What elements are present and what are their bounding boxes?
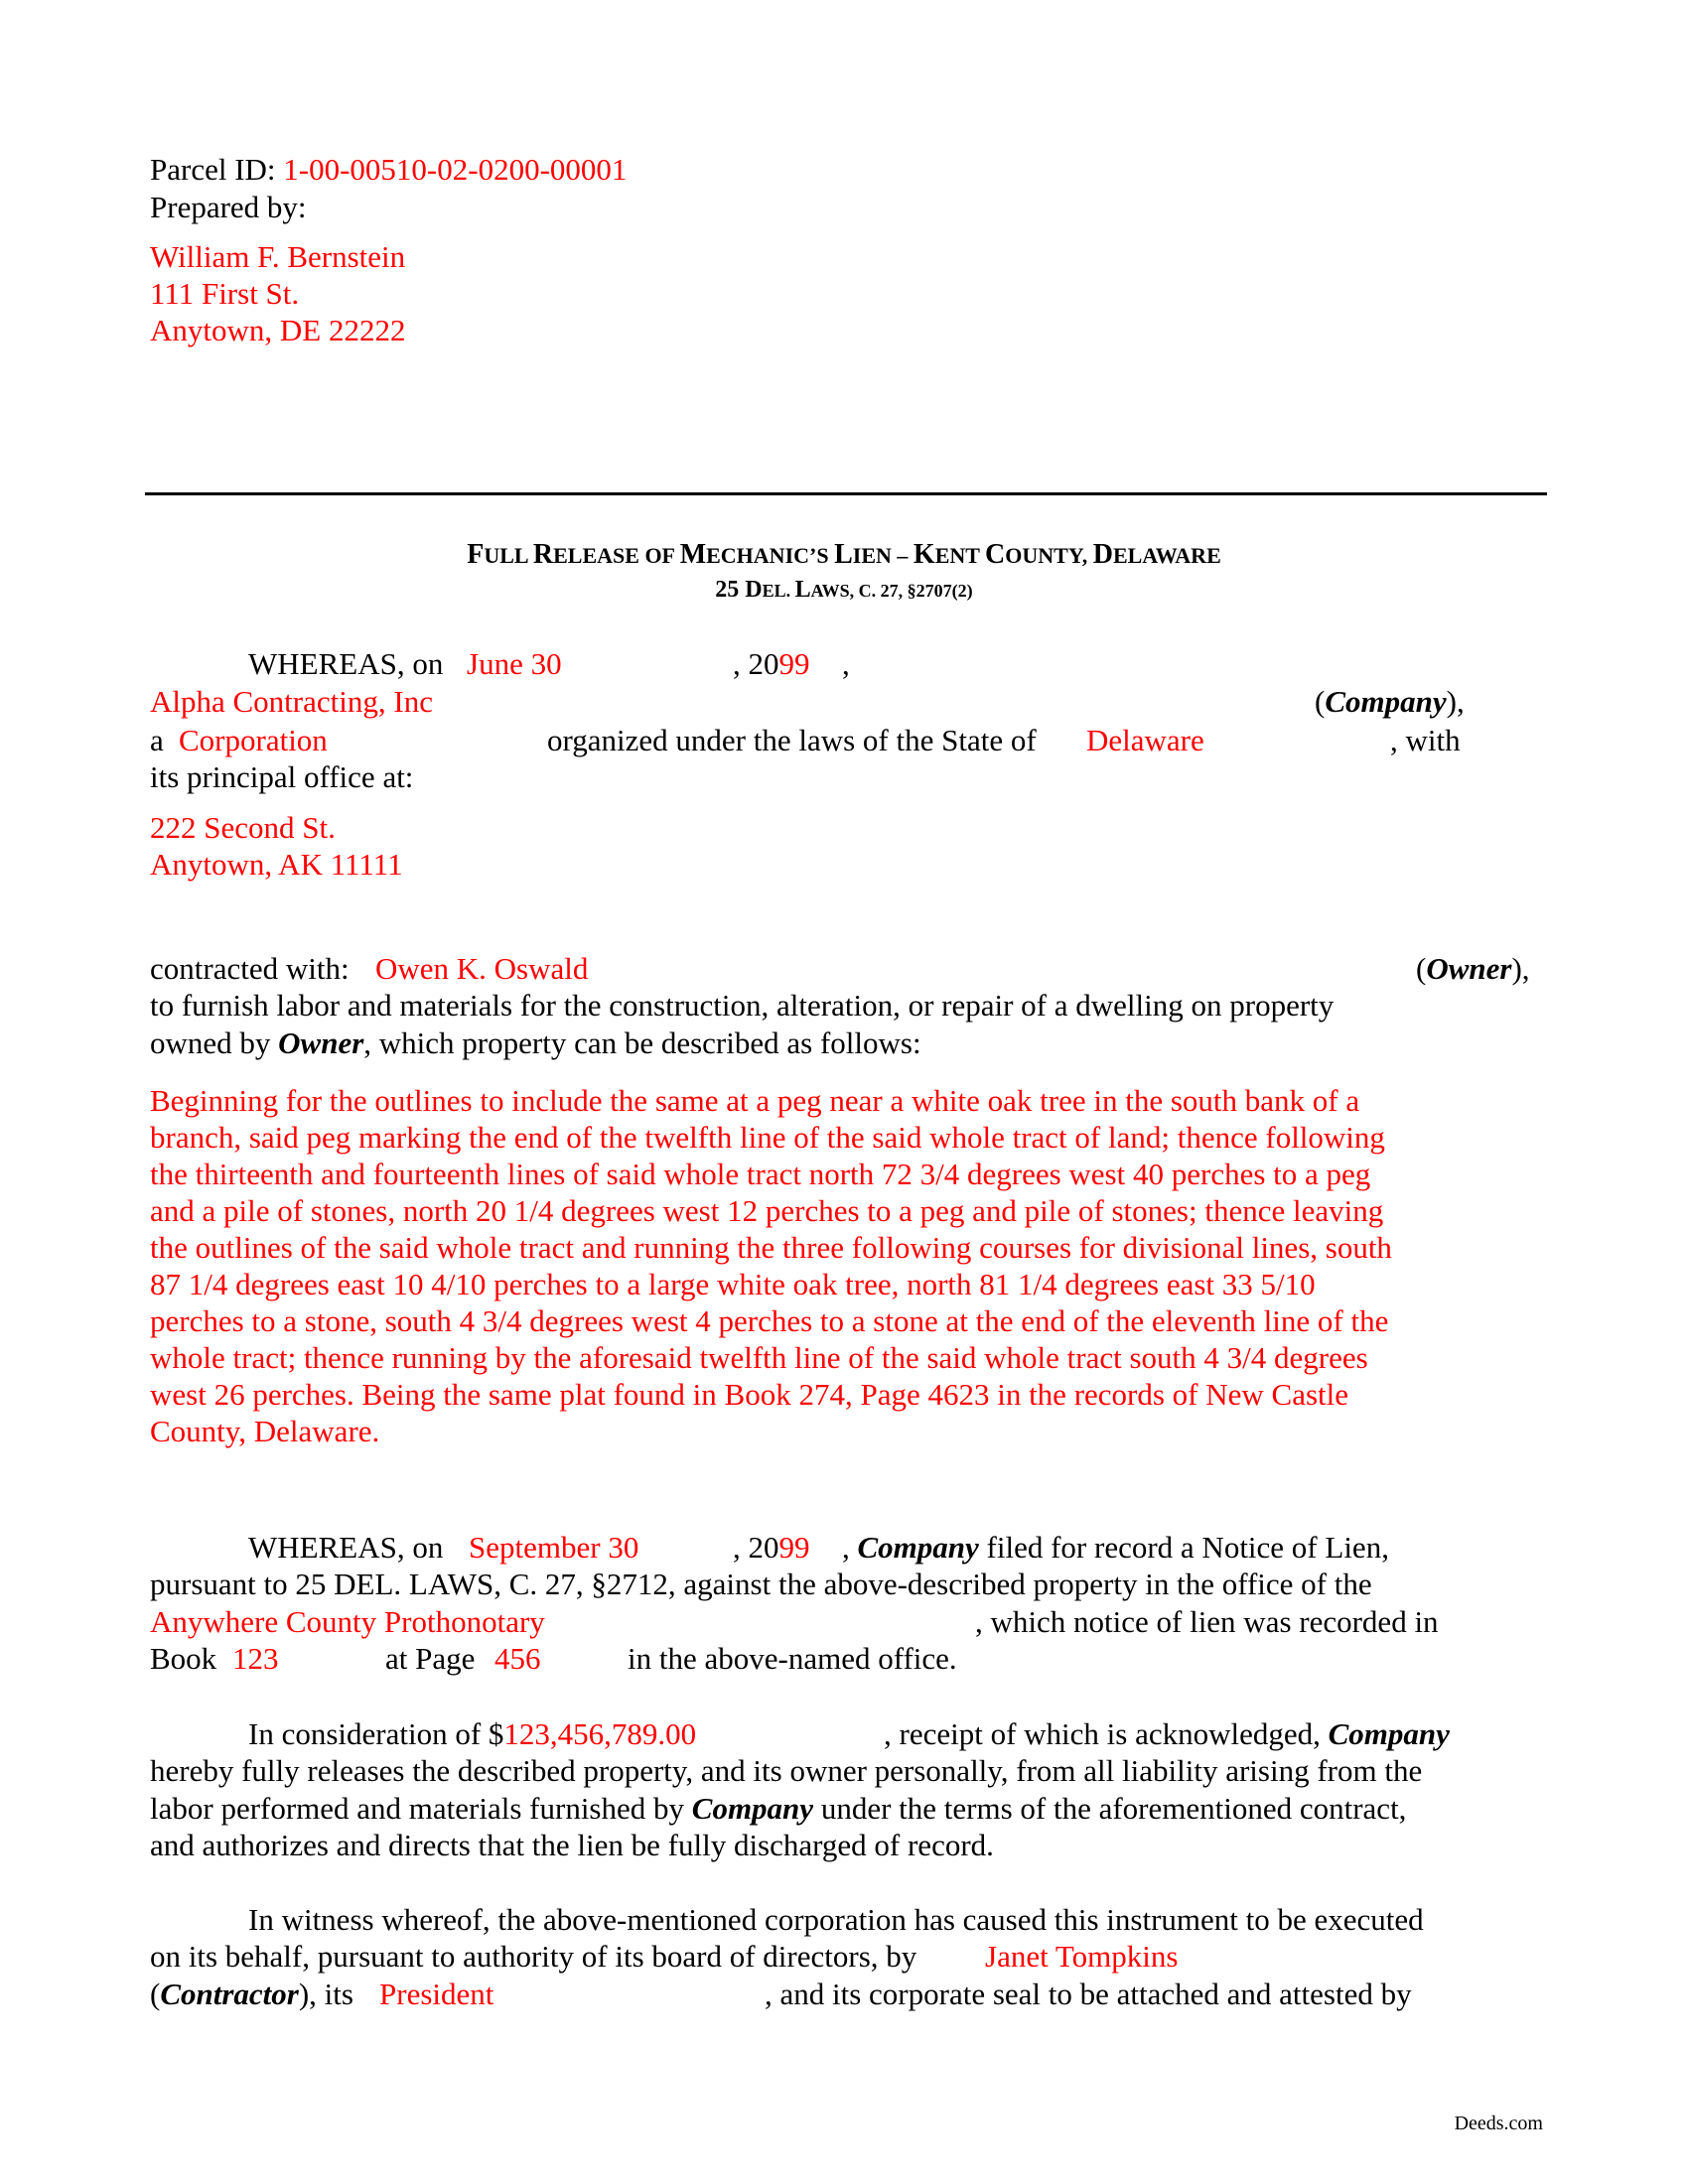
- contractor-role: (Contractor), its: [150, 1977, 353, 2011]
- legal-line: 87 1/4 degrees east 10 4/10 perches to a large white oak tree, north 81 1/4 degrees east 33 5/10: [150, 1267, 1316, 1301]
- witness-line1: In witness whereof, the above-mentioned corporation has caused this instrument to be executed: [248, 1902, 1424, 1937]
- office-street: 222 Second St.: [150, 810, 336, 845]
- header-divider: [145, 492, 1547, 495]
- page-label: at Page: [385, 1641, 476, 1676]
- legal-line: the thirteenth and fourteenth lines of said whole tract north 72 3/4 degrees west 40 perches to a peg: [150, 1157, 1371, 1191]
- legal-line: west 26 perches. Being the same plat found in Book 274, Page 4623 in the records of New Castle: [150, 1377, 1349, 1412]
- document-statute: 25 DEL. LAWS, C. 27, §2707(2): [715, 577, 973, 603]
- witness-line3: , and its corporate seal to be attached and attested by: [765, 1977, 1412, 2011]
- owner-name: Owen K. Oswald: [375, 951, 589, 986]
- recital2-line2: pursuant to 25 DEL. LAWS, C. 27, §2712, against the above-described property in the office of the: [150, 1567, 1372, 1601]
- entity-type: Corporation: [179, 723, 328, 757]
- book-number: 123: [232, 1641, 279, 1676]
- recital2-office-end: in the above-named office.: [628, 1641, 957, 1676]
- recital1-organized: organized under the laws of the State of: [547, 723, 1037, 757]
- preparer-street: 111 First St.: [150, 276, 300, 311]
- contract-line2: to furnish labor and materials for the construction, alteration, or repair of a dwelling on property: [150, 988, 1335, 1023]
- consideration-receipt: , receipt of which is acknowledged, Company: [884, 1716, 1450, 1751]
- prepared-by-label: Prepared by:: [150, 190, 307, 224]
- recital2-year: , 2099: [733, 1530, 810, 1565]
- consideration-line2: hereby fully releases the described property, and its owner personally, from all liability arising from the: [150, 1753, 1423, 1788]
- signer-name: Janet Tompkins: [985, 1939, 1179, 1974]
- footer-brand: Deeds.com: [1454, 2113, 1543, 2134]
- signer-title: President: [379, 1977, 494, 2011]
- book-label: Book: [150, 1641, 217, 1676]
- lien-date: September 30: [469, 1530, 639, 1565]
- recital1-with: , with: [1390, 723, 1461, 757]
- company-name: Alpha Contracting, Inc: [150, 684, 433, 719]
- contract-lead: contracted with:: [150, 951, 350, 986]
- legal-line: the outlines of the said whole tract and running the three following courses for divisional lines, south: [150, 1230, 1392, 1265]
- legal-line: branch, said peg marking the end of the twelfth line of the said whole tract of land; thence following: [150, 1120, 1385, 1155]
- legal-description: [150, 1082, 1560, 1449]
- parcel-id-value: 1-00-00510-02-0200-00001: [283, 152, 628, 187]
- recital1-a: a: [150, 723, 164, 757]
- preparer-city: Anytown, DE 22222: [150, 313, 406, 347]
- recital1-year: , 2099: [733, 646, 810, 681]
- office-city: Anytown, AK 11111: [150, 847, 403, 882]
- witness-line2: on its behalf, pursuant to authority of its board of directors, by: [150, 1939, 917, 1974]
- preparer-name: William F. Bernstein: [150, 239, 406, 274]
- recording-office: Anywhere County Prothonotary: [150, 1604, 545, 1639]
- document-title: FULL RELEASE OF MECHANIC’S LIEN – KENT COUNTY, DELAWARE: [467, 539, 1221, 570]
- office-line: its principal office at:: [150, 759, 414, 794]
- state-of-organization: Delaware: [1086, 723, 1204, 757]
- legal-line: and a pile of stones, north 20 1/4 degrees west 12 perches to a peg and pile of stones; thence leaving: [150, 1193, 1384, 1228]
- legal-line: Beginning for the outlines to include the same at a peg near a white oak tree in the south bank of a: [150, 1083, 1360, 1118]
- recital1-lead: WHEREAS, on: [248, 646, 444, 681]
- consideration-line4: and authorizes and directs that the lien be fully discharged of record.: [150, 1828, 994, 1862]
- recital2-lead: WHEREAS, on: [248, 1530, 444, 1565]
- recital1-date: June 30: [467, 646, 562, 681]
- consideration-amount: 123,456,789.00: [503, 1716, 697, 1751]
- consideration-line3: labor performed and materials furnished by Company under the terms of the aforementioned contract,: [150, 1791, 1407, 1826]
- legal-line: whole tract; thence running by the aforesaid twelfth line of the said whole tract south 4 3/4 degrees: [150, 1340, 1368, 1375]
- legal-line: perches to a stone, south 4 3/4 degrees west 4 perches to a stone at the end of the eleventh line of the: [150, 1303, 1389, 1338]
- recital2-filed: , Company filed for record a Notice of Lien,: [842, 1530, 1389, 1565]
- recital2-recorded: , which notice of lien was recorded in: [975, 1604, 1439, 1639]
- consideration-lead: In consideration of $123,456,789.00: [248, 1716, 697, 1751]
- company-role: (Company),: [1315, 684, 1465, 719]
- legal-line: County, Delaware.: [150, 1414, 380, 1448]
- parcel-id-label: Parcel ID:: [150, 152, 276, 187]
- contract-line3: owned by Owner, which property can be described as follows:: [150, 1025, 921, 1060]
- owner-role: (Owner),: [1416, 951, 1530, 986]
- parcel-id-line: [150, 151, 627, 188]
- page-number: 456: [494, 1641, 541, 1676]
- recital1-comma: ,: [842, 646, 850, 681]
